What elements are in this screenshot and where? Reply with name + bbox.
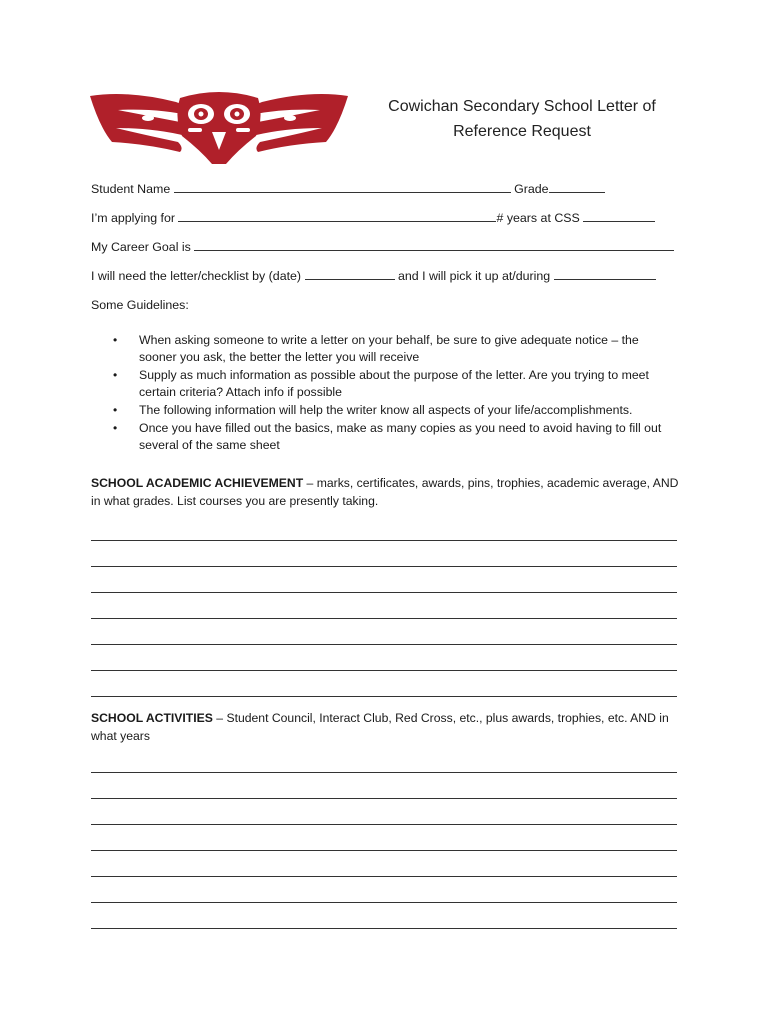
career-label: My Career Goal is	[91, 240, 191, 254]
list-item: • The following information will help the writer know all aspects of your life/accomplishments.	[113, 403, 633, 417]
pickup-field[interactable]	[554, 268, 656, 280]
bullet-icon: •	[113, 333, 118, 347]
guidelines-heading: Some Guidelines:	[91, 298, 189, 312]
applying-label: I’m applying for	[91, 211, 176, 225]
career-row	[91, 239, 681, 256]
letter-date-field[interactable]	[305, 268, 395, 280]
academic-answer-line[interactable]	[91, 644, 677, 645]
grade-field[interactable]	[549, 181, 605, 193]
years-label: # years at CSS	[496, 211, 580, 225]
list-item: • Supply as much information as possible about the purpose of the letter. Are you trying to meet certain criteria? Attach info if possible	[113, 368, 649, 399]
title-line-1: Cowichan Secondary School Letter of	[388, 98, 656, 115]
activities-answer-line[interactable]	[91, 850, 677, 851]
student-name-label: Student Name	[91, 182, 171, 196]
letter-by-label: I will need the letter/checklist by (date)	[91, 269, 302, 283]
activities-answer-line[interactable]	[91, 902, 677, 903]
owl-crest-logo	[88, 88, 350, 166]
student-name-row	[91, 181, 681, 198]
bullet-icon: •	[113, 421, 118, 435]
academic-heading: SCHOOL ACADEMIC ACHIEVEMENT	[91, 476, 304, 490]
academic-answer-line[interactable]	[91, 592, 677, 593]
career-field[interactable]	[194, 239, 674, 251]
applying-row	[91, 210, 681, 227]
activities-answer-line[interactable]	[91, 928, 677, 929]
grade-label: Grade	[514, 182, 549, 196]
list-item: • When asking someone to write a letter on your behalf, be sure to give adequate notice – the sooner you ask, the better the letter you will receive	[113, 333, 639, 364]
academic-answer-line[interactable]	[91, 618, 677, 619]
activities-section-intro: SCHOOL ACTIVITIES – Student Council, Interact Club, Red Cross, etc., plus awards, trophies, etc. AND in what years	[91, 711, 669, 743]
activities-answer-line[interactable]	[91, 798, 677, 799]
student-name-field[interactable]	[174, 181, 511, 193]
activities-heading: SCHOOL ACTIVITIES	[91, 711, 213, 725]
applying-field[interactable]	[178, 210, 496, 222]
activities-answer-line[interactable]	[91, 772, 677, 773]
list-item: • Once you have filled out the basics, make as many copies as you need to avoid having to fill out several of the same sheet	[113, 421, 662, 452]
pickup-label: and I will pick it up at/during	[397, 269, 551, 283]
academic-answer-line[interactable]	[91, 696, 677, 697]
academic-answer-line[interactable]	[91, 540, 677, 541]
letter-date-row	[91, 268, 681, 285]
academic-section-intro: SCHOOL ACADEMIC ACHIEVEMENT – marks, certificates, awards, pins, trophies, academic average, AND in what grades. List courses you are presently taking.	[91, 476, 679, 508]
activities-answer-line[interactable]	[91, 876, 677, 877]
activities-answer-line[interactable]	[91, 824, 677, 825]
academic-answer-line[interactable]	[91, 566, 677, 567]
title-line-2: Reference Request	[453, 123, 591, 140]
guidelines-list	[91, 332, 681, 455]
bullet-icon: •	[113, 403, 118, 417]
academic-answer-line[interactable]	[91, 670, 677, 671]
bullet-icon: •	[113, 368, 118, 382]
years-field[interactable]	[583, 210, 655, 222]
page-title	[372, 94, 672, 144]
